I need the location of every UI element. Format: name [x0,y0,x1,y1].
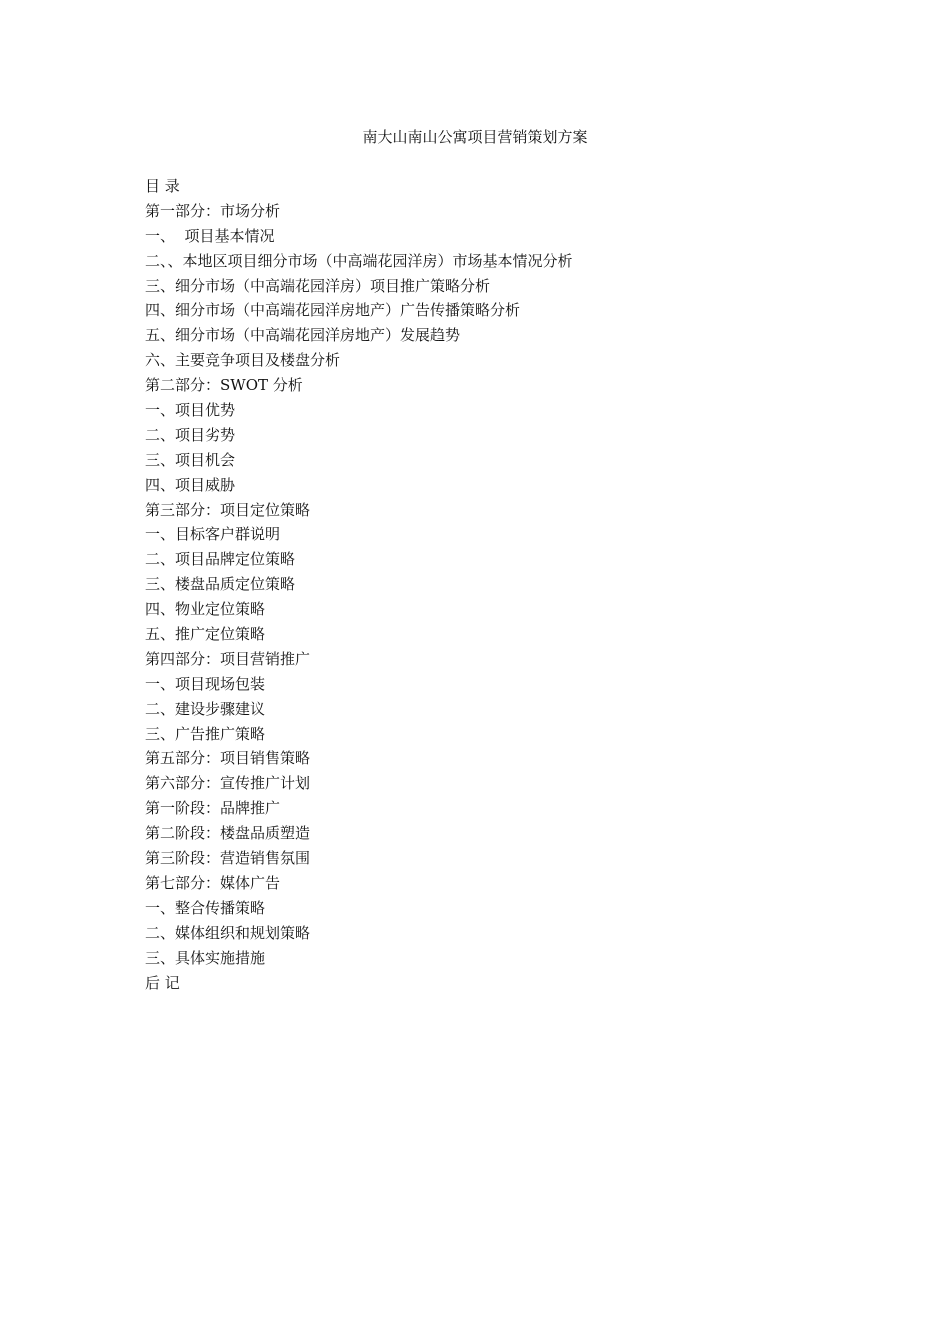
toc-entry: 第二阶段：楼盘品质塑造 [145,824,311,843]
toc-part-7: 第七部分：媒体广告 [145,873,281,892]
toc-entry: 一、项目优势 [145,401,236,420]
toc-part-5: 第五部分：项目销售策略 [145,749,311,768]
toc-entry: 五、细分市场（中高端花园洋房地产）发展趋势 [145,326,461,345]
toc-entry: 二、媒体组织和规划策略 [145,923,311,942]
toc-entry: 四、项目威胁 [145,475,236,494]
toc-entry: 三、楼盘品质定位策略 [145,575,296,594]
toc-afterword: 后 记 [145,973,180,992]
toc-entry: 第三阶段：营造销售氛围 [145,849,311,868]
toc-entry: 三、广告推广策略 [145,724,266,743]
table-of-contents [145,174,573,995]
toc-entry: 一、 项目基本情况 [145,226,275,245]
toc-entry: 一、整合传播策略 [145,898,266,917]
toc-entry: 四、物业定位策略 [145,600,266,619]
toc-part-4: 第四部分：项目营销推广 [145,649,311,668]
toc-entry: 一、项目现场包装 [145,674,266,693]
toc-entry: 五、推广定位策略 [145,625,266,644]
toc-part-6: 第六部分：宣传推广计划 [145,774,311,793]
document-title: 南大山南山公寓项目营销策划方案 [362,128,588,146]
toc-part-1: 第一部分：市场分析 [145,201,281,220]
toc-entry: 第一阶段：品牌推广 [145,799,281,818]
toc-entry: 六、主要竞争项目及楼盘分析 [145,351,341,370]
toc-entry: 三、具体实施措施 [145,948,266,967]
toc-heading: 目 录 [145,177,180,195]
toc-entry: 三、项目机会 [145,450,236,469]
toc-entry: 一、目标客户群说明 [145,525,281,544]
toc-entry: 四、细分市场（中高端花园洋房地产）广告传播策略分析 [145,301,521,320]
toc-entry: 二、项目品牌定位策略 [145,550,296,569]
toc-part-3: 第三部分：项目定位策略 [145,500,311,519]
toc-entry: 三、细分市场（中高端花园洋房）项目推广策略分析 [145,276,491,295]
toc-part-2: 第二部分：SWOT 分析 [145,376,303,395]
toc-entry: 二、建设步骤建议 [145,699,266,718]
toc-entry: 二、、本地区项目细分市场（中高端花园洋房）市场基本情况分析 [145,251,573,270]
toc-entry: 二、项目劣势 [145,425,236,444]
